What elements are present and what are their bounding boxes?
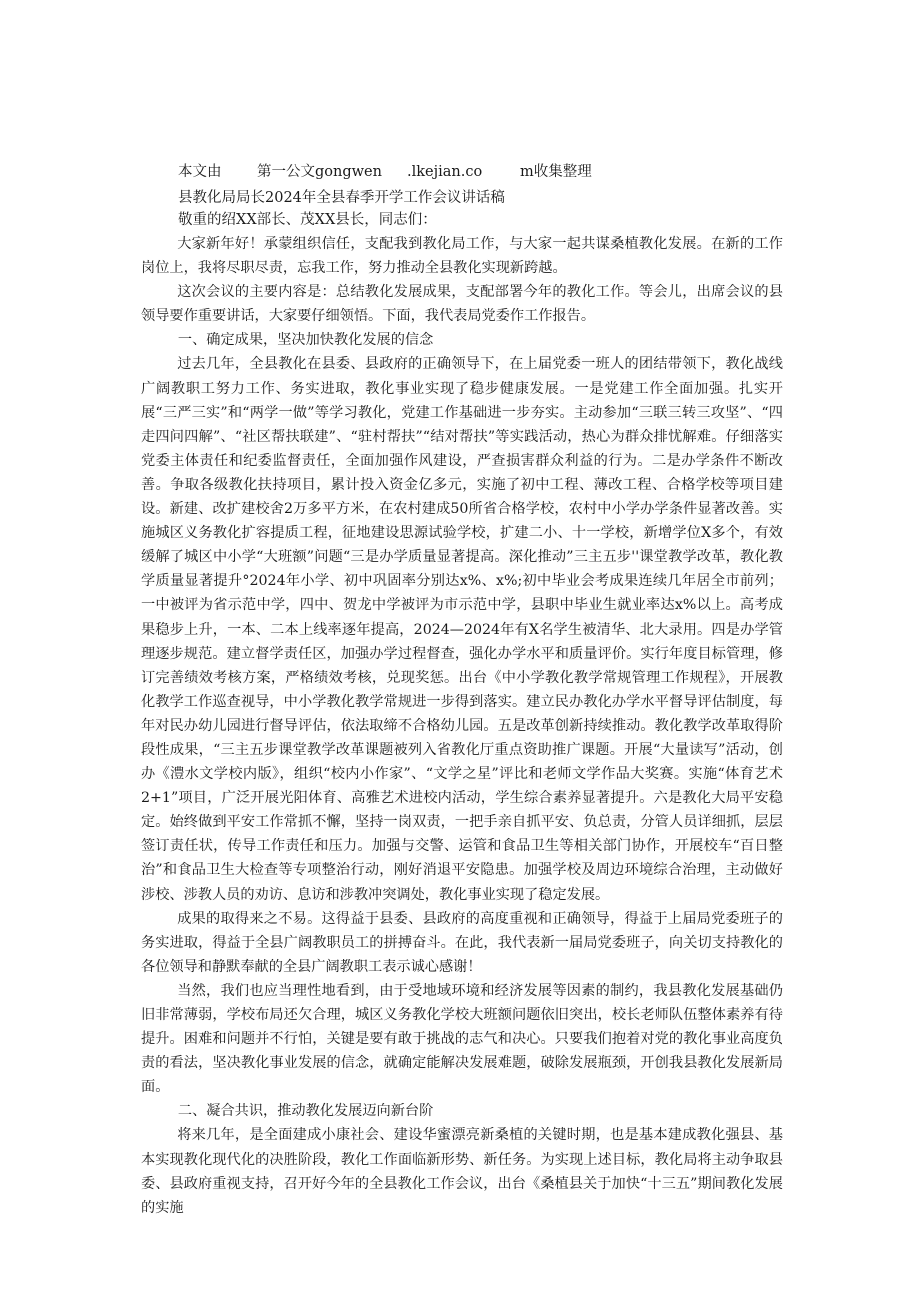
paragraph-achievements: 过去几年，全县教化在县委、县政府的正确领导下，在上届党委一班人的团结带领下，教化战线广阔教职工努力工作、务实进取，教化事业实现了稳步健康发展。一是党建工作全面加强。扎实开展“三严三实”和“两学一做”等学习教化，党建工作基础进一步夯实。主动参加“三联三转三攻坚”、“四走四问四解”、“社区帮扶联建”、“驻村帮扶”“结对帮扶”等实践活动，热心为群众排忧解难。仔细落实党委主体责任和纪委监督责任，全面加强作风建设，严查损害群众利益的行为。二是办学条件不断改善。争取各级教化扶持项目，累计投入资金亿多元，实施了初中工程、薄改工程、合格学校等项目建设。新建、改扩建校舍2万多平方米，在农村建成50所省合格学校，农村中小学办学条件显著改善。实施城区义务教化扩容提质工程，征地建设思源试验学校，扩建二小、十一学校，新增学位X多个，有效缓解了城区中小学“大班额”问题“三是办学质量显著提高。深化推动”三主五步''课堂教学改革，教化教学质量显著提升°2024年小学、初中巩固率分别达x%、x%;初中毕业会考成果连续几年居全市前列；一中被评为省示范中学，四中、贺龙中学被评为市示范中学，县职中毕业生就业率达x%以上。高考成果稳步上升，一本、二本上线率逐年提高，2024—2024年有X名学生被清华、北大录用。四是办学管理逐步规范。建立督学责任区，加强办学过程督查，强化办学水平和质量评价。实行年度目标管理，修订完善绩效考核方案，严格绩效考核，兑现奖惩。出台《中小学教化教学常规管理工作规程》，开展教化教学工作巡查视导，中小学教化教学常规进一步得到落实。建立民办教化办学水平督导评估制度，每年对民办幼儿园进行督导评估，依法取缔不合格幼儿园。五是改革创新持续推动。教化教学改革取得阶段性成果，“三主五步课堂教学改革课题被列入省教化厅重点资助推广课题。开展“大量读写”活动，创办《澧水文学校内版》，组织“校内小作家”、“文学之星”评比和老师文学作品大奖赛。实施“体育艺术2+1”项目，广泛开展光阳体育、高雅艺术进校内活动，学生综合素养显著提升。六是教化大局平安稳定。始终做到平安工作常抓不懈，坚持一岗双责，一把手亲自抓平安、负总责，分管人员详细抓，层层签订责任状，传导工作责任和压力。加强与交警、运管和食品卫生等相关部门协作，开展校车“百日整治”和食品卫生大检查等专项整治行动，刚好消退平安隐患。加强学校及周边环境综合治理，主动做好涉校、涉教人员的劝访、息访和涉教冲突调处，教化事业实现了稳定发展。	[141, 356, 783, 903]
paragraph-opening: 大家新年好！承蒙组织信任，支配我到教化局工作，与大家一起共谋桑植教化发展。在新的工作岗位上，我将尽职尽责，忘我工作，努力推动全县教化实现新跨越。	[141, 236, 783, 277]
paragraph-agenda: 这次会议的主要内容是：总结教化发展成果，支配部署今年的教化工作。等会儿，出席会议的县领导要作重要讲话，大家要仔细领悟。下面，我代表局党委作工作报告。	[141, 284, 783, 325]
document-body	[141, 232, 783, 1220]
section-heading-1: 一、确定成果，坚决加快教化发展的信念	[177, 332, 434, 349]
paragraph-thanks: 成果的取得来之不易。这得益于县委、县政府的高度重视和正确领导，得益于上届局党委班子的务实进取，得益于全县广阔教职员工的拼搏奋斗。在此，我代表新一届局党委班子，向关切支持教化的各位领导和静默奉献的全县广阔教职工表示诚心感谢！	[141, 910, 783, 975]
source-text-3: .lkejian.co	[407, 164, 483, 180]
source-text-4: m收集整理	[520, 164, 592, 180]
source-text-2: 第一公文gongwen	[257, 164, 382, 180]
greeting: 敬重的绍XX部长、茂XX县长，同志们：	[178, 212, 437, 228]
paragraph-future: 将来几年，是全面建成小康社会、建设华蜜漂亮新桑植的关键时期，也是基本建成教化强县、基本实现教化现代化的决胜阶段，教化工作面临新形势、新任务。为实现上述目标，教化局将主动争取县委、县政府重视支持，召开好今年的全县教化工作会议，出台《桑植县关于加快“十三五”期间教化发展的实施	[141, 1127, 783, 1216]
section-heading-2: 二、凝合共识，推动教化发展迈向新台阶	[177, 1103, 434, 1120]
document-title: 县教化局局长2024年全县春季开学工作会议讲话稿	[178, 190, 505, 206]
paragraph-problems: 当然，我们也应当理性地看到，由于受地域环境和经济发展等因素的制约，我县教化发展基础仍旧非常薄弱，学校布局还欠合理，城区义务教化学校大班额问题依旧突出，校长老师队伍整体素养有待提升。困难和问题并不行怕，关键是要有敢于挑战的志气和决心。只要我们抱着对党的教化事业高度负责的看法，坚决教化事业发展的信念，就确定能解决发展难题，破除发展瓶颈，开创我县教化发展新局面。	[141, 982, 783, 1096]
source-text-1: 本文由	[178, 164, 222, 180]
